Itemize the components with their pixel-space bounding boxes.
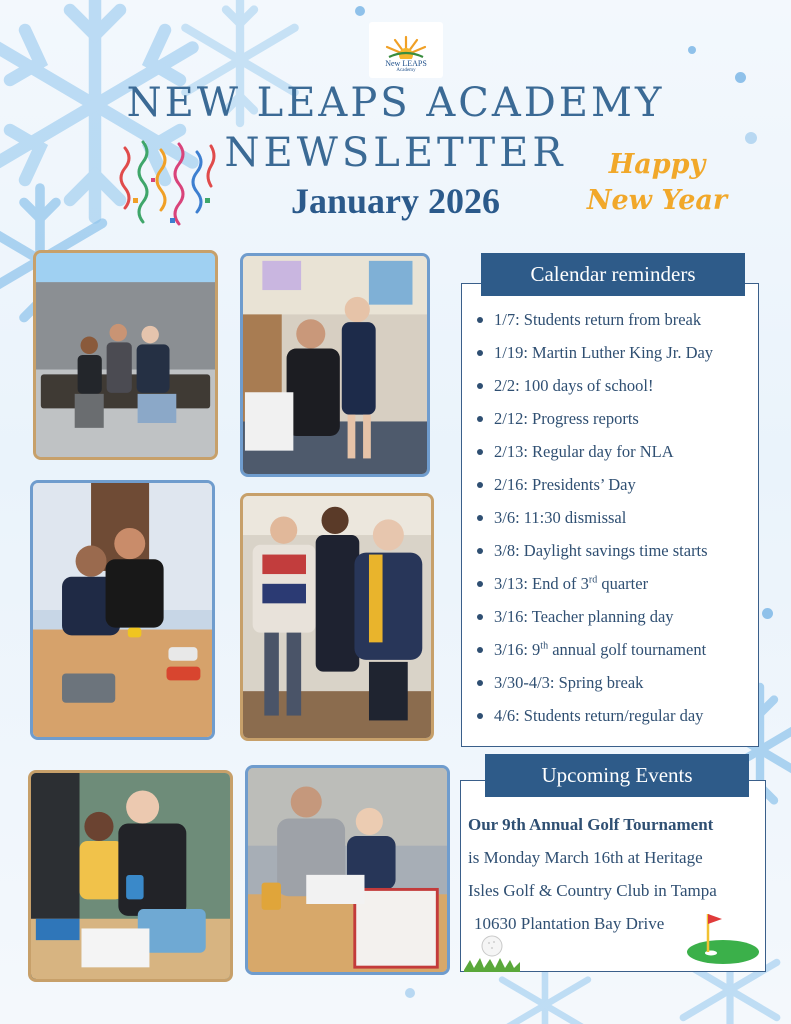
calendar-item-text: 3/16: Teacher planning day [494, 607, 674, 626]
bullet-icon [477, 680, 483, 686]
decor-dot [762, 608, 773, 619]
decor-dot [688, 46, 696, 54]
calendar-item-text: 2/16: Presidents’ Day [494, 475, 636, 494]
photo-boy-and-volunteer [28, 770, 233, 982]
calendar-item-text-continued: quarter [597, 574, 649, 593]
calendar-item-text: 3/30-4/3: Spring break [494, 673, 644, 692]
bullet-icon [477, 647, 483, 653]
photo-girl-drawing [245, 765, 450, 975]
calendar-item-text: 2/12: Progress reports [494, 409, 639, 428]
bullet-icon [477, 350, 483, 356]
bullet-icon [477, 416, 483, 422]
calendar-item [474, 372, 759, 405]
decor-dot [355, 6, 365, 16]
calendar-item-text: 1/19: Martin Luther King Jr. Day [494, 343, 714, 362]
calendar-item-text: 3/6: 11:30 dismissal [494, 508, 627, 527]
bullet-icon [477, 614, 483, 620]
calendar-list [474, 306, 759, 735]
calendar-item-text: 3/16: 9 [494, 640, 541, 659]
calendar-item-text: 2/2: 100 days of school! [494, 376, 654, 395]
calendar-item-text: 4/6: Students return/regular day [494, 706, 704, 725]
photo-bench-group [33, 250, 218, 460]
newsletter-title-line2: NEWSLETTER [224, 130, 567, 176]
calendar-item [474, 570, 759, 603]
calendar-item [474, 702, 759, 735]
photo-three-students [240, 493, 434, 741]
events-panel [460, 780, 766, 972]
bullet-icon [477, 383, 483, 389]
calendar-item-ordinal: rd [588, 574, 598, 586]
calendar-item-text-continued: annual golf tournament [548, 640, 707, 659]
calendar-item [474, 306, 759, 339]
calendar-heading: Calendar reminders [481, 253, 745, 296]
calendar-item [474, 438, 759, 471]
calendar-item-ordinal: th [540, 640, 549, 652]
greeting-line2: New Year [586, 185, 728, 216]
bullet-icon [477, 515, 483, 521]
calendar-item [474, 537, 759, 570]
greeting-line1: Happy [608, 149, 706, 180]
event-detail-line: Isles Golf & Country Club in Tampa [468, 881, 717, 900]
calendar-item [474, 471, 759, 504]
photo-classroom-teacher-girl [240, 253, 430, 477]
calendar-item [474, 339, 759, 372]
newsletter-title-line1: NEW LEAPS ACADEMY [126, 80, 665, 126]
calendar-item [474, 636, 759, 669]
event-title: Our 9th Annual Golf Tournament [468, 815, 714, 834]
events-heading: Upcoming Events [485, 754, 749, 797]
bullet-icon [477, 449, 483, 455]
logo-text: New LEAPS [385, 59, 427, 68]
decor-dot [405, 988, 415, 998]
logo-subtext: Academy [396, 68, 416, 73]
bullet-icon [477, 548, 483, 554]
calendar-item-text: 2/13: Regular day for NLA [494, 442, 674, 461]
bullet-icon [477, 581, 483, 587]
photo-boy-with-toy-cars [30, 480, 215, 740]
academy-logo [369, 22, 443, 78]
calendar-item [474, 504, 759, 537]
calendar-item-text: 1/7: Students return from break [494, 310, 702, 329]
sun-logo-icon [381, 33, 431, 59]
event-address: 10630 Plantation Bay Drive [474, 914, 665, 933]
calendar-item-text: 3/8: Daylight savings time starts [494, 541, 708, 560]
event-detail-line: is Monday March 16th at Heritage [468, 848, 703, 867]
bullet-icon [477, 713, 483, 719]
bullet-icon [477, 482, 483, 488]
calendar-item [474, 669, 759, 702]
calendar-item-text: 3/13: End of 3 [494, 574, 589, 593]
bullet-icon [477, 317, 483, 323]
calendar-item [474, 405, 759, 438]
calendar-item [474, 603, 759, 636]
happy-new-year-greeting [582, 147, 732, 219]
newsletter-date: January 2026 [290, 181, 501, 221]
